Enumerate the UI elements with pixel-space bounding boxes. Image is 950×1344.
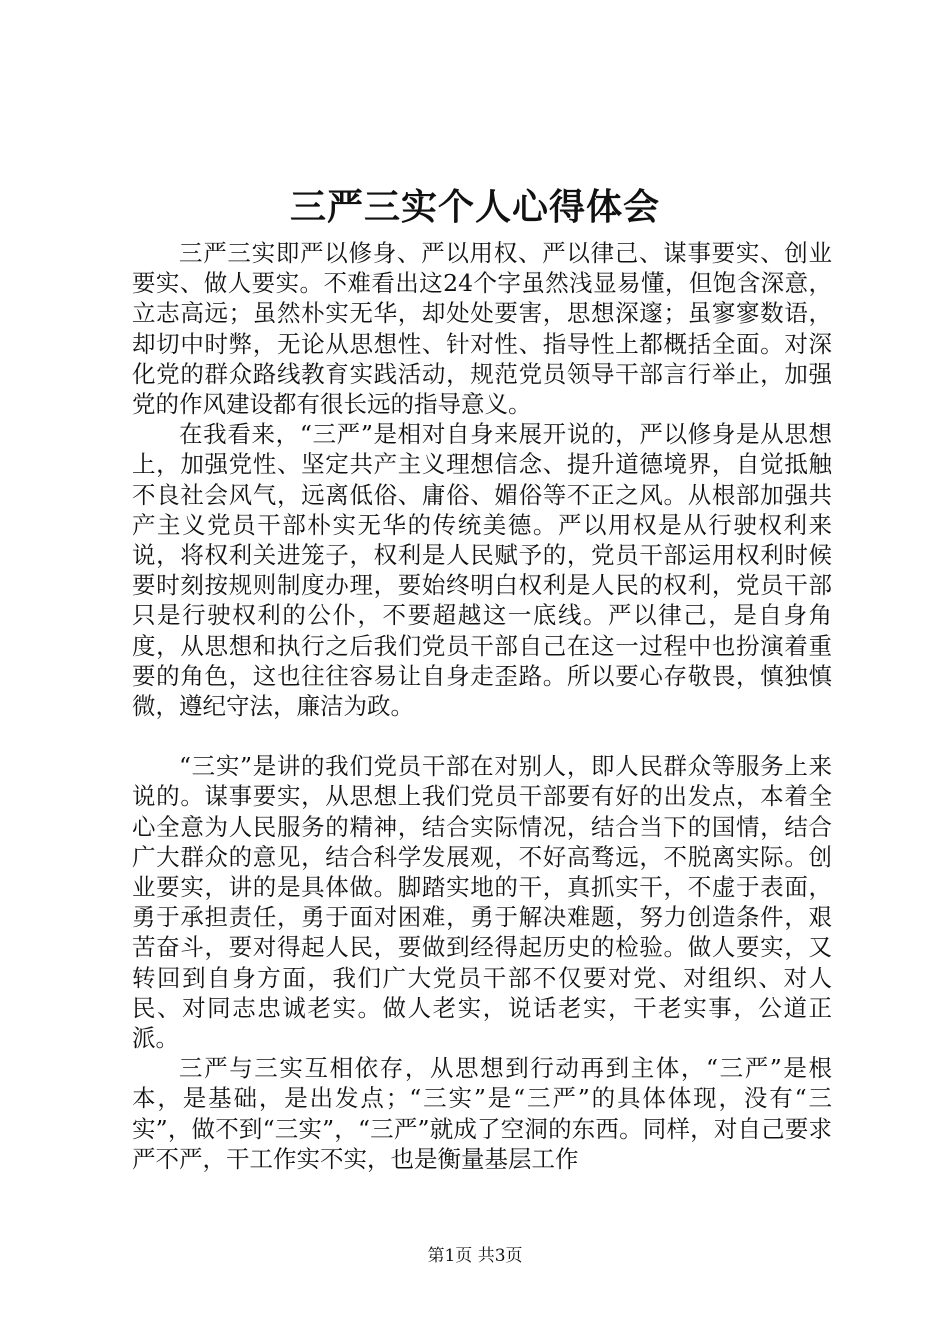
document-body [132, 238, 832, 1174]
paragraph-san-yan: 在我看来，“三严”是相对自身来展开说的，严以修身是从思想上，加强党性、坚定共产主义理想信念、提升道德境界，自觉抵触不良社会风气，远离低俗、庸俗、媚俗等不正之风。从根部加强共产主义党员干部朴实无华的传统美德。严以用权是从行驶权利来说，将权利关进笼子，权利是人民赋予的，党员干部运用权利时候要时刻按规则制度办理，要始终明白权利是人民的权利，党员干部只是行驶权利的公仆，不要超越这一底线。严以律己，是自身角度，从思想和执行之后我们党员干部自己在这一过程中也扮演着重要的角色，这也往往容易让自身走歪路。所以要心存敬畏，慎独慎微，遵纪守法，廉洁为政。 [132, 420, 832, 721]
page-number-footer: 第1页 共3页 [427, 1246, 523, 1266]
paragraph-san-shi: “三实”是讲的我们党员干部在对别人，即人民群众等服务上来说的。谋事要实，从思想上我们党员干部要有好的出发点，本着全心全意为人民服务的精神，结合实际情况，结合当下的国情，结合广大群众的意见，结合科学发展观，不好高骛远，不脱离实际。创业要实，讲的是具体做。脚踏实地的干，真抓实干，不虚于表面，勇于承担责任，勇于面对困难，勇于解决难题，努力创造条件，艰苦奋斗，要对得起人民，要做到经得起历史的检验。做人要实，又转回到自身方面，我们广大党员干部不仅要对党、对组织、对人民、对同志忠诚老实。做人老实，说话老实，干老实事，公道正派。 [132, 752, 832, 1053]
document-title: 三严三实个人心得体会 [289, 186, 660, 228]
paragraph-relationship: 三严与三实互相依存，从思想到行动再到主体，“三严”是根本，是基础，是出发点；“三实”是“三严”的具体体现，没有“三实”，做不到“三实”，“三严”就成了空洞的东西。同样，对自己要求严不严，干工作实不实，也是衡量基层工作 [132, 1054, 832, 1173]
paragraph-intro: 三严三实即严以修身、严以用权、严以律己、谋事要实、创业要实、做人要实。不难看出这24个字虽然浅显易懂，但饱含深意，立志高远；虽然朴实无华，却处处要害，思想深邃；虽寥寥数语，却切中时弊，无论从思想性、针对性、指导性上都概括全面。对深化党的群众路线教育实践活动，规范党员领导干部言行举止，加强党的作风建设都有很长远的指导意义。 [132, 239, 832, 419]
